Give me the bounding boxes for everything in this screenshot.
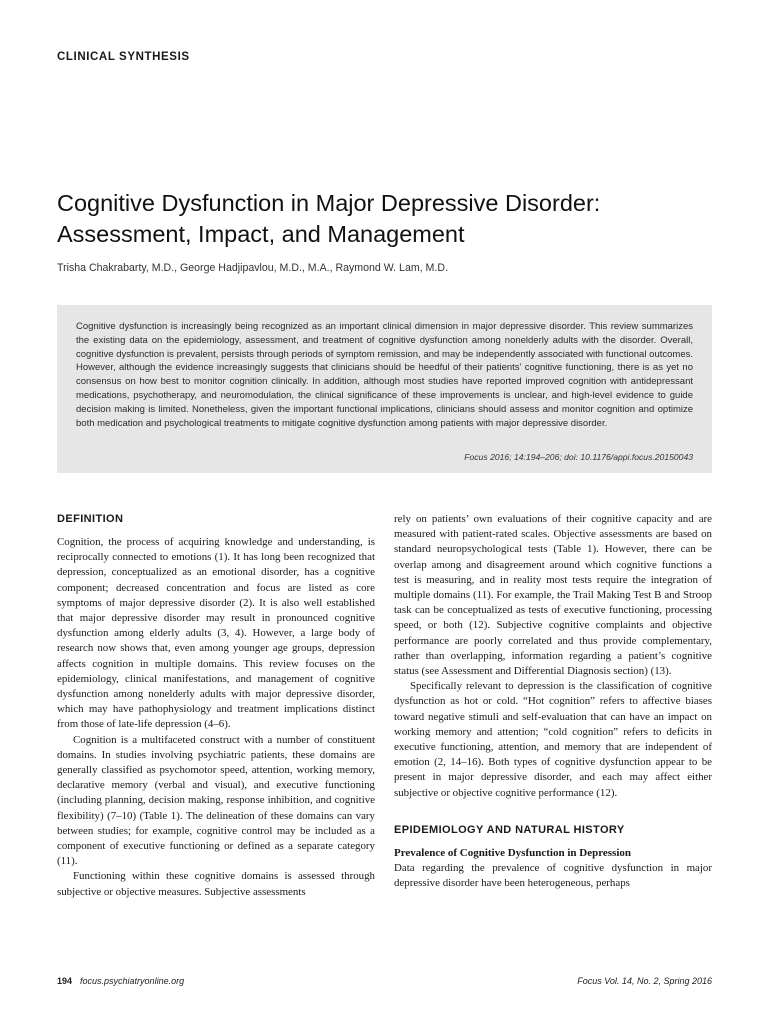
- paragraph: rely on patients’ own evaluations of their cognitive capacity and are measured with patient-rated scales. Objective assessments are based on standard neuropsychological tests (Table 1). However, there can be overlap among and disagreement around which cognitive functions a test is measuring, and in reality most tests require the integration of multiple domains (11). For example, the Trail Making Test B and Stroop task can be conceptualized as tests of executive functioning, processing speed, or both (12). Subjective cognitive complaints and objective performance are poorly correlated and thus provide complementary, rather than overlapping, information regarding a patient’s cognitive status (see Assessment and Differential Diagnosis section) (13).: [394, 513, 712, 678]
- paragraph: Specifically relevant to depression is the classification of cognitive dysfunction as hot or cold. “Hot cognition” refers to affective biases toward negative stimuli and self-evaluation that can have an impact on working memory and attention; “cold cognition” refers to deficits in executive functioning, attention, and memory that are independent of emotion (2, 14–16). Both types of cognitive dysfunction appear to be present in major depressive disorder, and each may affect either subjective or objective cognitive performance (12).: [394, 680, 712, 799]
- citation: Focus 2016; 14:194–206; doi: 10.1176/appi.focus.20150043: [464, 452, 693, 462]
- definition-heading: DEFINITION: [57, 513, 124, 525]
- journal-url-link[interactable]: focus.psychiatryonline.org: [80, 976, 185, 986]
- article-title-line-1: Cognitive Dysfunction in Major Depressive Disorder:: [57, 190, 601, 216]
- epidemiology-heading: EPIDEMIOLOGY AND NATURAL HISTORY: [394, 823, 625, 836]
- section-label: CLINICAL SYNTHESIS: [57, 51, 190, 63]
- paragraph: Cognition, the process of acquiring knowledge and understanding, is reciprocally connected to emotions (1). It has long been recognized that depression, conceptualized as an emotional disorder, has a cognitive component; decreased concentration and focus are listed as core symptoms of major depressive disorder (2). It is also well established that major depressive disorder may result in pronounced cognitive dysfunction among elderly adults (3, 4). However, a large body of research now shows that, even among younger age groups, depression affects cognition in multiple domains. This review focuses on the epidemiology, clinical manifestations, and management of cognitive dysfunction among nonelderly adults with major depressive disorder, which may have pathophysiology and treatment implications distinct from those of late-life depression (4–6).: [57, 536, 375, 731]
- abstract-text: Cognitive dysfunction is increasingly being recognized as an important clinical dimension in major depressive disorder. This review summarizes the existing data on the epidemiology, assessment, and treatment of cognitive dysfunction among nonelderly adults with the disorder. Overall, cognitive dysfunction is prevalent, persists through periods of symptom remission, and may be independently associated with functional outcomes. However, although the evidence increasingly suggests that clinicians should be heedful of their patients’ cognitive functioning, there is as yet no consensus on how best to monitor cognition clinically. In addition, although most studies have reported improved cognition with antidepressant medications, psychotherapy, and neuromodulation, the clinical significance of these improvements is unclear, and high-level evidence to guide decision making is limited. Nonetheless, given the important functional implications, clinicians should assess and monitor cognition and optimize both medication and psychological treatments to mitigate cognitive dysfunction among patients with major depressive disorder.: [76, 321, 693, 429]
- article-title: [57, 188, 717, 250]
- author-list: Trisha Chakrabarty, M.D., George Hadjipavlou, M.D., M.A., Raymond W. Lam, M.D.: [57, 262, 448, 274]
- abstract-box: [57, 305, 712, 473]
- page-number: 194: [57, 976, 73, 986]
- paragraph: Cognition is a multifaceted construct with a number of constituent domains. In studies involving psychiatric patients, these domains are generally classified as psychomotor speed, attention, working memory, declarative memory (verbal and visual), and executive functioning (including planning, decision making, response inhibition, and cognitive flexibility) (7–10) (Table 1). The delineation of these domains can vary between studies; for example, cognitive control may be included as a component of executive functioning or defined as a separate category (11).: [57, 733, 375, 868]
- right-column: [394, 512, 712, 891]
- paragraph: Functioning within these cognitive domains is assessed through subjective or objective measures. Subjective assessments: [57, 870, 375, 898]
- article-title-line-2: Assessment, Impact, and Management: [57, 221, 465, 247]
- journal-issue: Focus Vol. 14, No. 2, Spring 2016: [577, 976, 712, 986]
- paragraph: Data regarding the prevalence of cognitive dysfunction in major depressive disorder have been heterogeneous, perhaps: [394, 862, 712, 890]
- prevalence-subheading: Prevalence of Cognitive Dysfunction in Depression: [394, 846, 631, 859]
- left-column: [57, 512, 375, 900]
- footer-left: [57, 976, 184, 986]
